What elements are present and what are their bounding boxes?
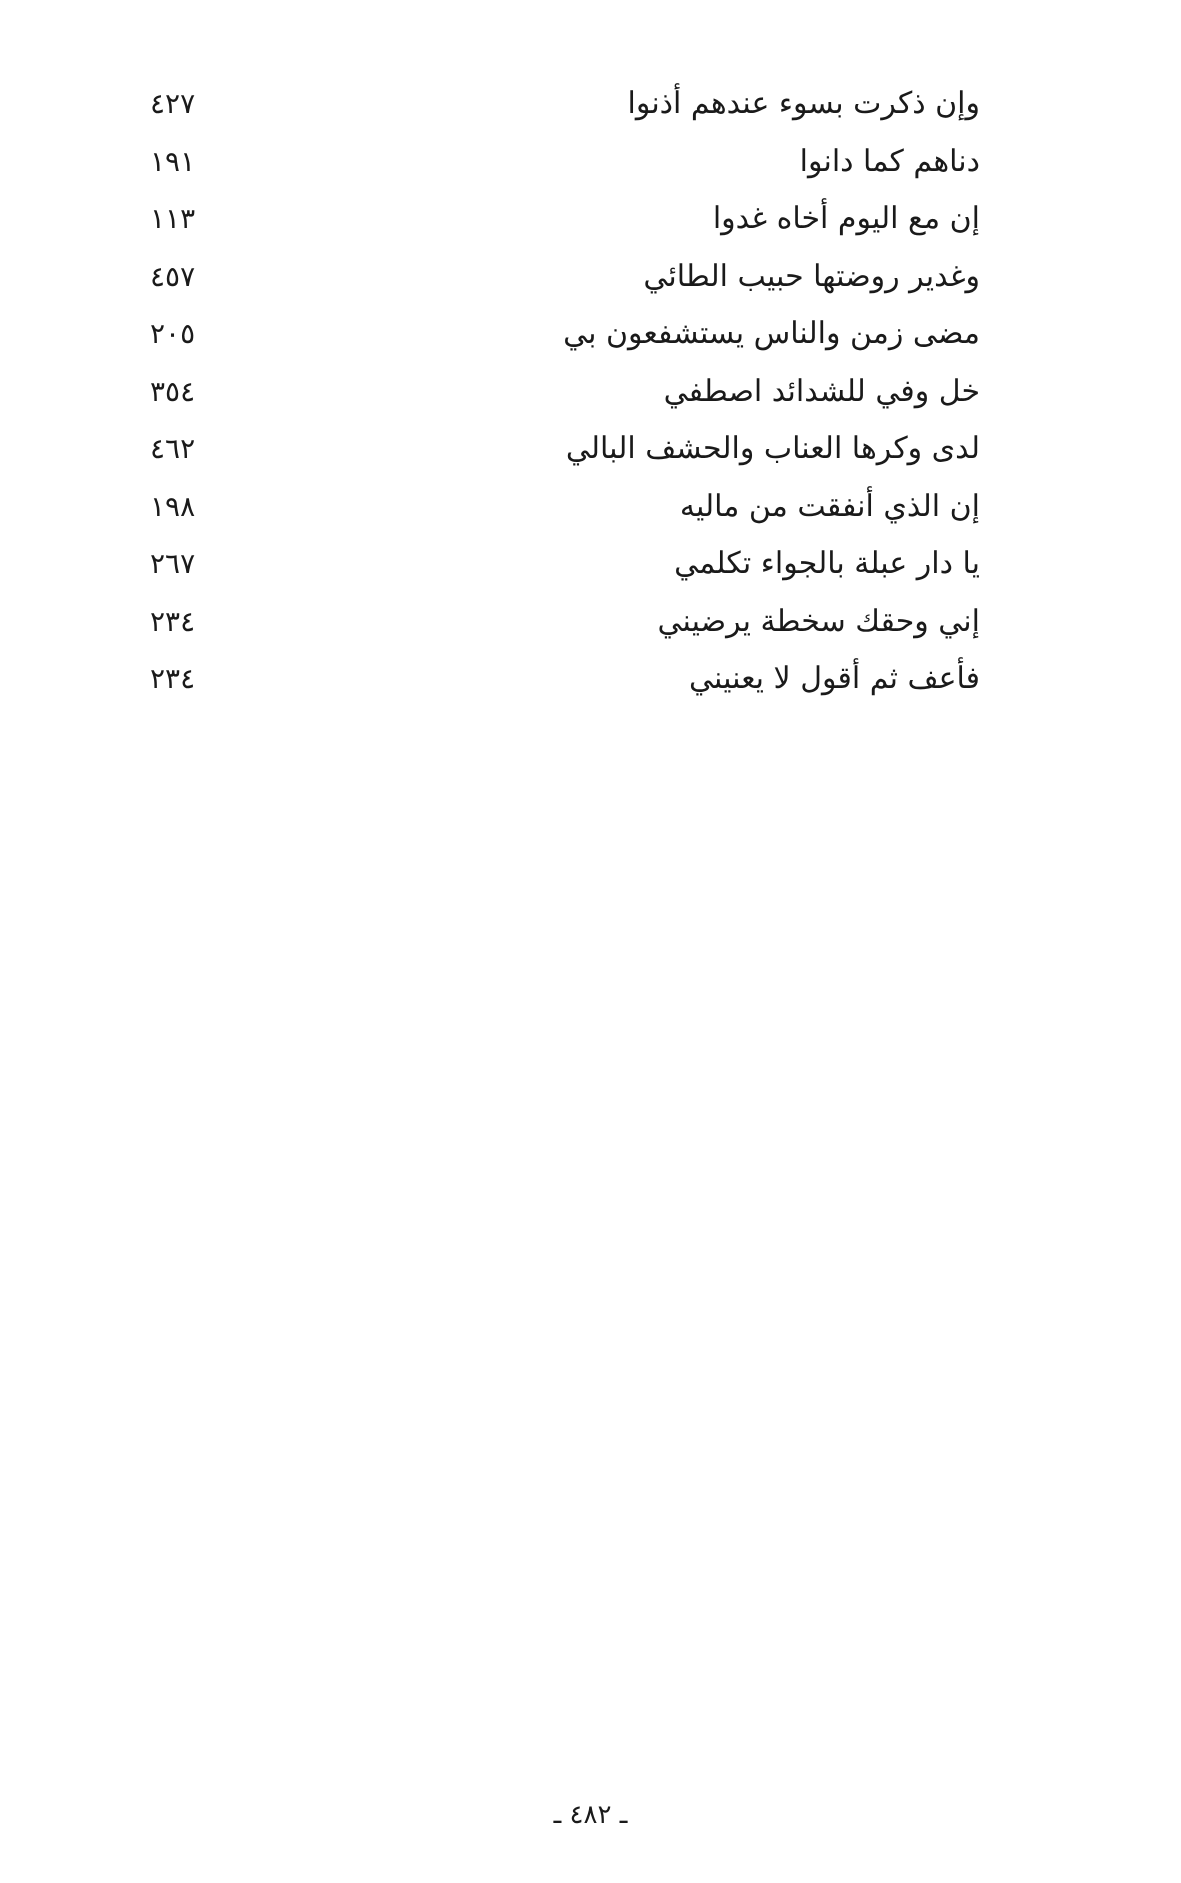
index-entry [150, 138, 980, 196]
index-entry [150, 655, 980, 713]
index-entry [150, 310, 980, 368]
page-number: ـ ٤٨٢ ـ [553, 1800, 628, 1830]
page-reference: ١١٣ [150, 202, 196, 235]
page-reference: ٢٠٥ [150, 317, 196, 350]
verse-text: إني وحقك سخطة يرضيني [657, 603, 980, 639]
index-entry [150, 483, 980, 541]
verse-text: فأعف ثم أقول لا يعنيني [689, 661, 980, 696]
page-reference: ١٩٨ [150, 489, 196, 523]
page-reference: ٤٦٢ [150, 432, 196, 465]
verse-text: إن مع اليوم أخاه غدوا [712, 201, 980, 236]
verse-text: يا دار عبلة بالجواء تكلمي [674, 546, 980, 581]
page-reference: ٣٥٤ [150, 374, 196, 408]
page-reference: ٢٣٤ [150, 604, 196, 638]
index-entry [150, 253, 980, 311]
verse-text: إن الذي أنفقت من ماليه [679, 488, 980, 524]
page-reference: ٤٥٧ [150, 259, 196, 293]
page-reference: ٢٦٧ [150, 547, 196, 580]
index-entry [150, 80, 980, 138]
page-reference: ٢٣٤ [150, 662, 196, 695]
verse-text: دناهم كما دانوا [799, 143, 980, 179]
index-entry [150, 195, 980, 253]
verse-text: وإن ذكرت بسوء عندهم أذنوا [627, 86, 980, 121]
index-entry [150, 598, 980, 656]
page-reference: ١٩١ [150, 144, 196, 178]
verse-text: وغدير روضتها حبيب الطائي [643, 258, 980, 294]
verse-text: مضى زمن والناس يستشفعون بي [563, 316, 980, 351]
page-reference: ٤٢٧ [150, 87, 196, 120]
index-entry [150, 368, 980, 426]
verse-text: لدى وكرها العناب والحشف البالي [565, 431, 980, 466]
index-entry [150, 425, 980, 483]
verse-text: خل وفي للشدائد اصطفي [663, 373, 980, 409]
index-entry [150, 540, 980, 598]
verse-index-list [150, 80, 980, 713]
